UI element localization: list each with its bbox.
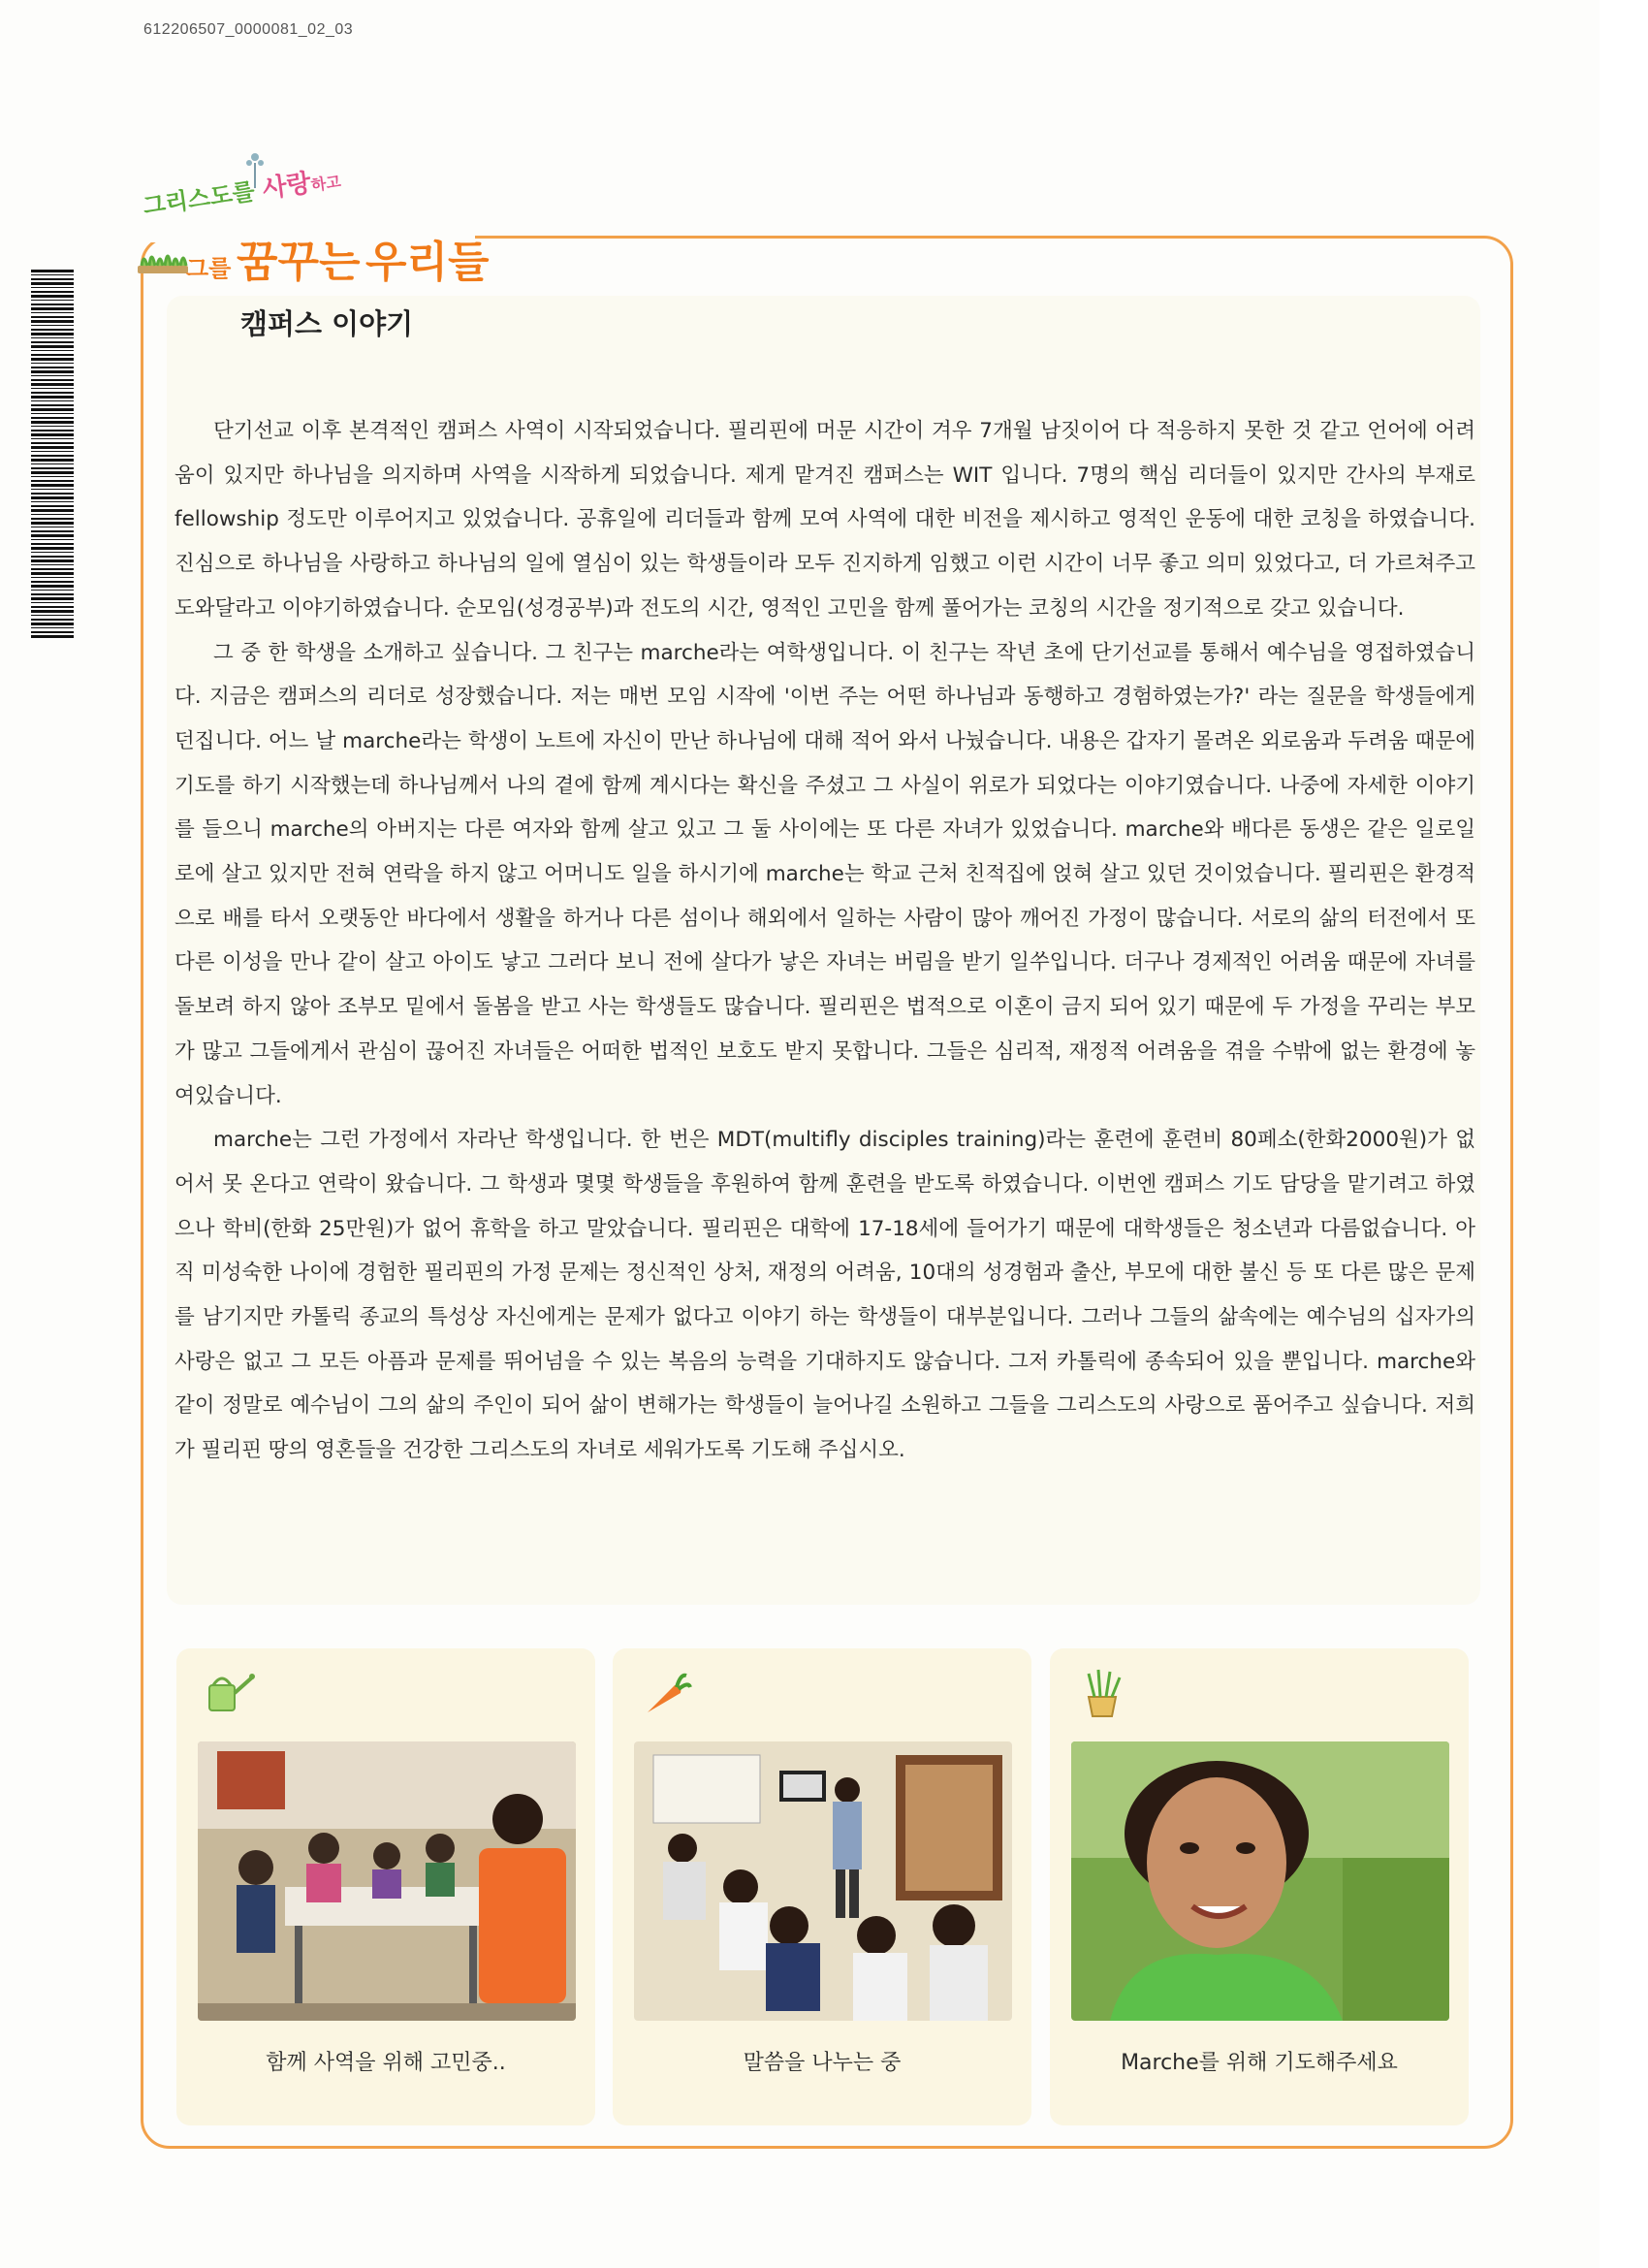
bible-study-photo [634, 1741, 1012, 2021]
logo-word-3: 하고 [309, 172, 342, 195]
team-meeting-photo [198, 1741, 576, 2021]
article-title: 캠퍼스 이야기 [240, 307, 414, 340]
logo-word-6: 우리들 [365, 238, 490, 287]
marche-portrait-photo [1071, 1741, 1449, 2021]
logo-word-1: 그리스도를 [141, 177, 257, 221]
article-body [174, 409, 1475, 1473]
article-paragraph-1: 단기선교 이후 본격적인 캠퍼스 사역이 시작되었습니다. 필리핀에 머문 시간이 겨우 7개월 남짓이어 다 적응하지 못한 것 같고 언어에 어려움이 있지만 하나님을 의지하며 사역을 시작하게 되었습니다. 제게 맡겨진 캠퍼스는 WIT 입니다. 7명의 핵심 리더들이 있지만 간사의 부재로 fellowship 정도만 이루어지고 있었습니다. 공휴일에 리더들과 함께 모여 사역에 대한 비전을 제시하고 영적인 운동에 대한 코칭을 하였습니다. 진심으로 하나님을 사랑하고 하나님의 일에 열심이 있는 학생들이라 모두 진지하게 임했고 이런 시간이 너무 좋고 의미 있었다고, 더 가르쳐주고 도와달라고 이야기하였습니다. 순모임(성경공부)과 전도의 시간, 영적인 고민을 함께 풀어가는 코칭의 시간을 정기적으로 갖고 있습니다. [174, 419, 1475, 621]
photo-caption-1: 함께 사역을 위해 고민중.. [266, 2051, 506, 2075]
photo-caption-2: 말씀을 나누는 중 [743, 2051, 902, 2075]
photo-card-1 [176, 1648, 595, 2125]
watering-can-icon [202, 1668, 256, 1718]
photo-card-2 [613, 1648, 1031, 2125]
article-paragraph-3: marche는 그런 가정에서 자라난 학생입니다. 한 번은 MDT(multifly disciples training)라는 훈련에 훈련비 80페소(한화2000원)가 없어서 못 온다고 연락이 왔습니다. 그 학생과 몇몇 학생들을 후원하여 함께 훈련을 받도록 하였습니다. 이번엔 캠퍼스 기도 담당을 맡기려고 하였으나 학비(한화 25만원)가 없어 휴학을 하고 말았습니다. 필리핀은 대학에 17-18세에 들어가기 때문에 대학생들은 청소년과 다름없습니다. 아직 미성숙한 나이에 경험한 필리핀의 가정 문제는 정신적인 상처, 재정의 어려움, 10대의 성경험과 출산, 부모에 대한 불신 등 또 다른 많은 문제를 남기지만 카톨릭 종교의 특성상 자신에게는 문제가 없다고 이야기 하는 학생들이 대부분입니다. 그러나 그들의 삶속에는 예수님의 십자가의 사랑은 없고 그 모든 아픔과 문제를 뛰어넘을 수 있는 복음의 능력을 기대하지도 않습니다. 그저 카톨릭에 종속되어 있을 뿐입니다. marche와 같이 정말로 예수님이 그의 삶의 주인이 되어 삶이 변해가는 학생들이 늘어나길 소원하고 그들을 그리스도의 사랑으로 품어주고 싶습니다. 저희가 필리핀 땅의 영혼들을 건강한 그리스도의 자녀로 세워가도록 기도해 주십시오. [174, 1128, 1475, 1463]
document-id: 612206507_0000081_02_03 [143, 21, 354, 38]
logo-word-4: 그를 [186, 255, 232, 282]
barcode [31, 270, 74, 640]
carrot-icon [638, 1668, 692, 1718]
photo-caption-3: Marche를 위해 기도해주세요 [1121, 2051, 1398, 2075]
plant-pot-icon [1075, 1668, 1129, 1718]
article-paragraph-2: 그 중 한 학생을 소개하고 싶습니다. 그 친구는 marche라는 여학생입니다. 이 친구는 작년 초에 단기선교를 통해서 예수님을 영접하였습니다. 지금은 캠퍼스의 리더로 성장했습니다. 저는 매번 모임 시작에 '이번 주는 어떤 하나님과 동행하고 경험하였는가?' 라는 질문을 학생들에게 던집니다. 어느 날 marche라는 학생이 노트에 자신이 만난 하나님에 대해 적어 와서 나눴습니다. 내용은 갑자기 몰려온 외로움과 두려움 때문에 기도를 하기 시작했는데 하나님께서 나의 곁에 함께 계시다는 확신을 주셨고 그 사실이 위로가 되었다는 이야기였습니다. 나중에 자세한 이야기를 들으니 marche의 아버지는 다른 여자와 함께 살고 있고 그 둘 사이에는 또 다른 자녀가 있었습니다. marche와 배다른 동생은 같은 일로일로에 살고 있지만 전혀 연락을 하지 않고 어머니도 일을 하시기에 marche는 학교 근처 친적집에 얹혀 살고 있던 것이었습니다. 필리핀은 환경적으로 배를 타서 오랫동안 바다에서 생활을 하거나 다른 섬이나 해외에서 일하는 사람이 많아 깨어진 가정이 많습니다. 서로의 삶의 터전에서 또 다른 이성을 만나 같이 살고 아이도 낳고 그러다 보니 전에 살다가 낳은 자녀는 버림을 받기 일쑤입니다. 더구나 경제적인 어려움 때문에 자녀를 돌보려 하지 않아 조부모 밑에서 돌봄을 받고 사는 학생들도 많습니다. 필리핀은 법적으로 이혼이 금지 되어 있기 때문에 두 가정을 꾸리는 부모가 많고 그들에게서 관심이 끊어진 자녀들은 어떠한 법적인 보호도 받지 못합니다. 그들은 심리적, 재정적 어려움을 겪을 수밖에 없는 환경에 놓여있습니다. [174, 640, 1475, 1108]
photo-card-3 [1050, 1648, 1469, 2125]
logo-word-2: 사랑 [260, 169, 313, 205]
grass-icon [136, 242, 190, 275]
logo-word-5: 꿈꾸는 [236, 238, 361, 287]
newsletter-logo [136, 145, 490, 291]
logo-line-2 [186, 227, 490, 289]
